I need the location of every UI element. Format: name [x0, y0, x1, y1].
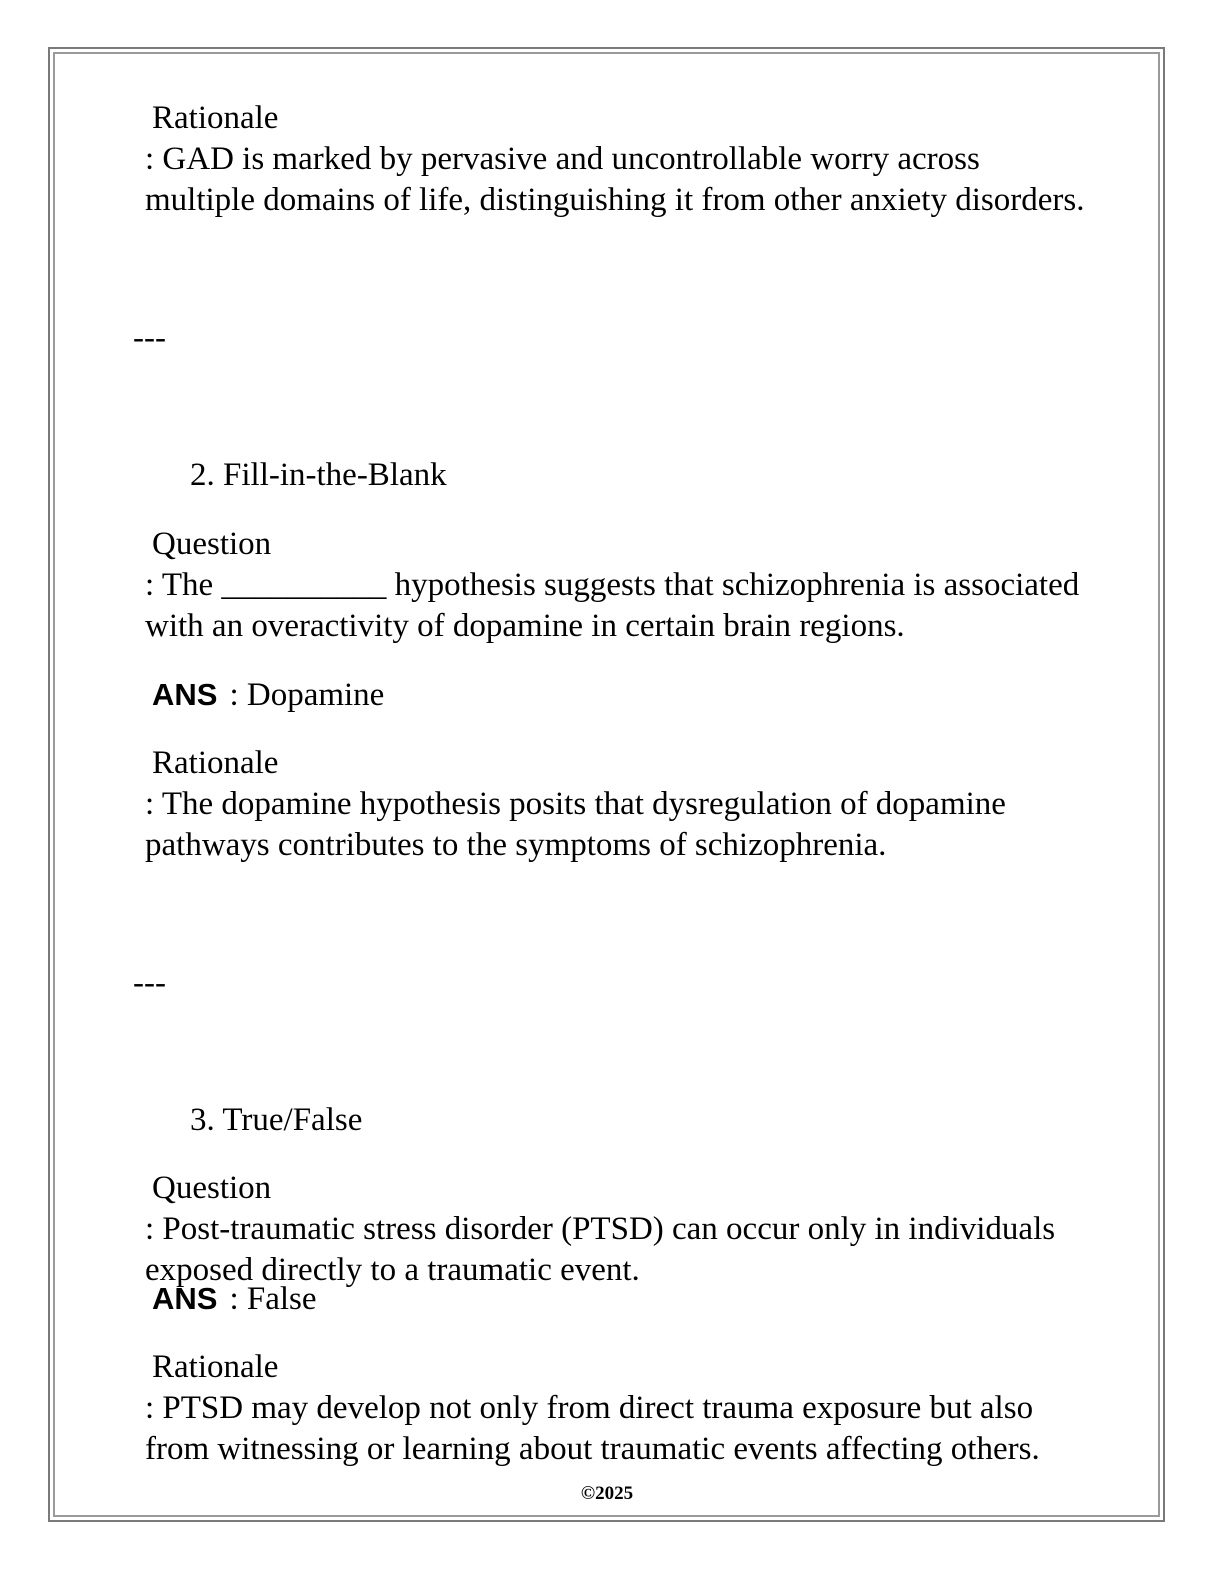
q3-rationale — [133, 1347, 1093, 1470]
divider-1: --- — [133, 320, 166, 356]
q2-question-text: : The __________ hypothesis suggests that schizophrenia is associated with an overactivity of dopamine in certain brain regions. — [145, 567, 1080, 644]
q3-ans-text: : False — [229, 1281, 317, 1317]
q1-rationale — [133, 98, 1093, 221]
q3-rationale-text: : PTSD may develop not only from direct trauma exposure but also from witnessing or learning about traumatic events affecting others. — [145, 1390, 1040, 1467]
q1-rationale-text: : GAD is marked by pervasive and uncontrollable worry across multiple domains of life, distinguishing it from other anxiety disorders. — [145, 141, 1085, 218]
q3-question-text: : Post-traumatic stress disorder (PTSD) can occur only in individuals exposed directly to a traumatic event. — [145, 1211, 1056, 1288]
q1-rationale-label: Rationale — [152, 100, 279, 136]
q2-ans-label: ANS — [152, 677, 218, 712]
q2-heading: 2. Fill-in-the-Blank — [190, 457, 447, 493]
q2-answer — [133, 674, 1093, 716]
divider-2: --- — [133, 965, 166, 1001]
q3-ans-label: ANS — [152, 1281, 218, 1316]
q3-rationale-label: Rationale — [152, 1349, 279, 1385]
q2-ans-text: : Dopamine — [229, 677, 385, 713]
q3-question-label: Question — [152, 1170, 272, 1206]
q2-question-label: Question — [152, 526, 272, 562]
q2-rationale-text: : The dopamine hypothesis posits that dysregulation of dopamine pathways contributes to the symptoms of schizophrenia. — [145, 786, 1006, 863]
q2-question — [133, 524, 1093, 647]
q2-rationale — [133, 743, 1093, 866]
q3-question — [133, 1168, 1093, 1291]
q2-rationale-label: Rationale — [152, 745, 279, 781]
copyright-footer: ©2025 — [580, 1483, 634, 1504]
q3-answer — [133, 1278, 1093, 1320]
q3-heading: 3. True/False — [190, 1102, 363, 1138]
